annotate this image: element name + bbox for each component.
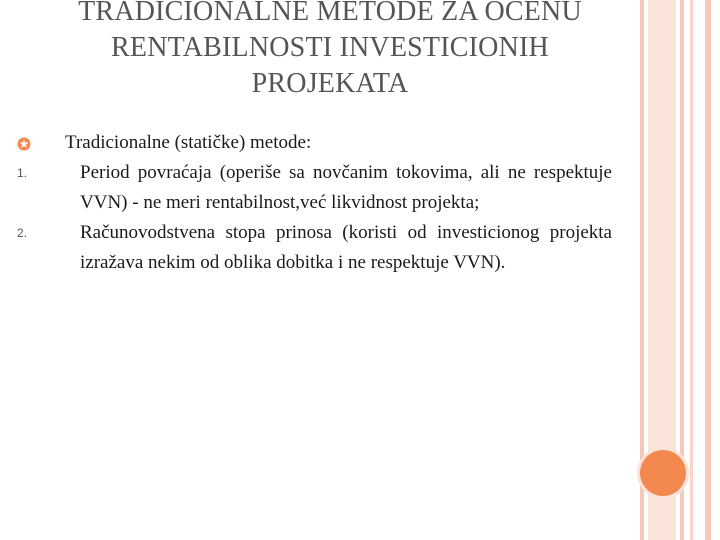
bullet-text: Tradicionalne (statičke) metode: bbox=[65, 132, 312, 153]
item-number: 2. bbox=[17, 226, 28, 240]
sun-bullet-icon bbox=[17, 137, 31, 151]
numbered-item bbox=[0, 158, 640, 218]
decorative-stripe bbox=[690, 0, 693, 540]
title-line: RENTABILNOSTI INVESTICIONIH bbox=[111, 32, 549, 63]
numbered-item bbox=[0, 218, 640, 278]
title-line: PROJEKATA bbox=[251, 68, 409, 99]
bullet-item bbox=[0, 128, 640, 158]
slide-body bbox=[0, 128, 640, 278]
slide-title bbox=[0, 0, 660, 102]
item-number: 1. bbox=[17, 166, 28, 180]
decorative-stripe bbox=[705, 0, 711, 540]
title-line: TRADICIONALNE METODE ZA OCENU bbox=[78, 0, 582, 27]
decorative-circle bbox=[640, 450, 686, 496]
item-text: Računovodstvena stopa prinosa (koristi od investicionog projekta izražava nekim od oblika dobitka i ne respektuje VVN). bbox=[80, 222, 612, 273]
item-text: Period povraćaja (operiše sa novčanim tokovima, ali ne respektuje VVN) - ne meri rentabilnost,već likvidnost projekta; bbox=[80, 162, 612, 213]
